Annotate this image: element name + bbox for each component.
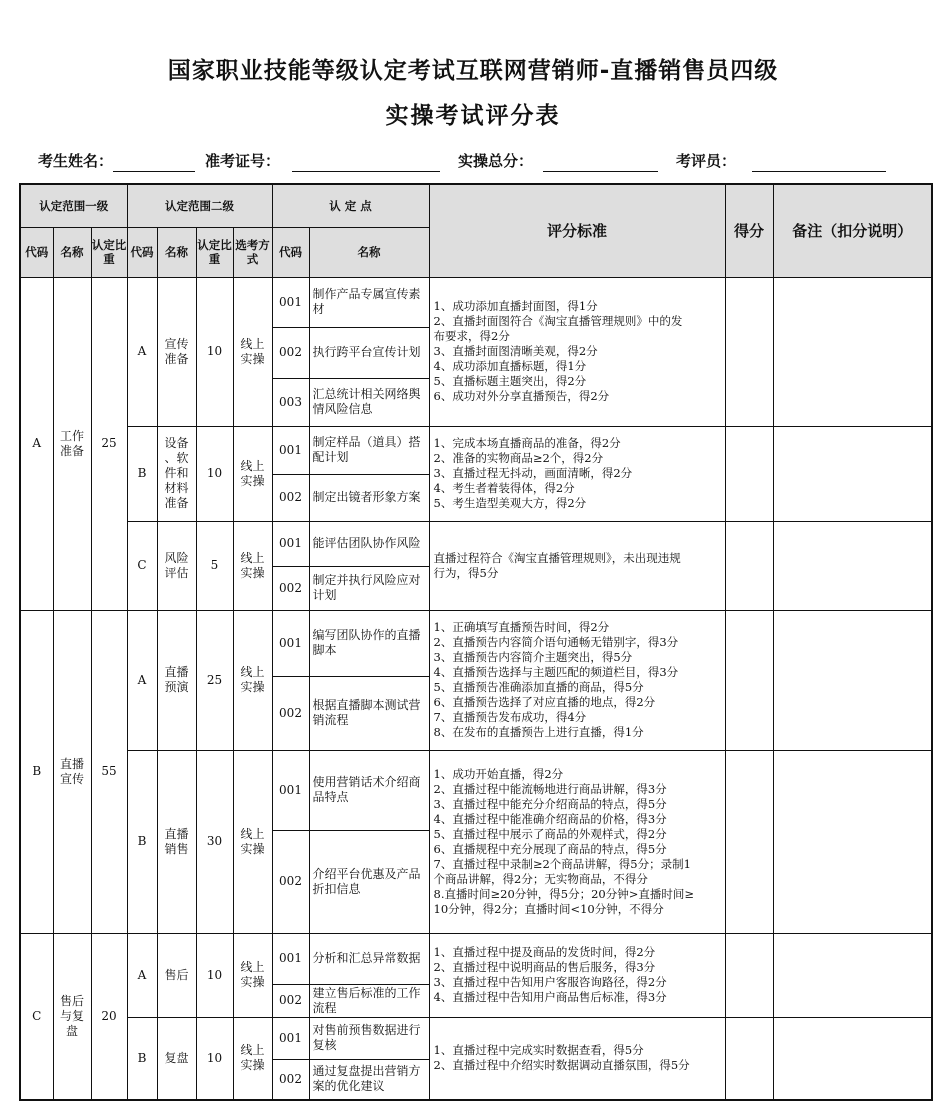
point-name: 根据直播脚本测试营销流程 (309, 676, 429, 750)
criteria-line: 1、正确填写直播预告时间，得2分 (433, 620, 610, 634)
criteria-line: 1、成功开始直播，得2分 (433, 766, 564, 781)
level1-weight: 25 (91, 277, 127, 610)
level2-method (233, 610, 272, 750)
point-name: 制定出镜者形象方案 (309, 474, 429, 521)
point-name: 通过复盘提出营销方案的优化建议 (309, 1059, 429, 1100)
point-name: 使用营销话术介绍商品特点 (309, 750, 429, 830)
examiner-label: 考评员： (676, 152, 737, 170)
criteria-line: 2、直播过程中介绍实时数据调动直播氛围，得5分 (433, 1058, 690, 1073)
criteria-line: 1、直播过程中提及商品的发货时间，得2分 (433, 945, 656, 959)
header-l2-code: 代码 (127, 227, 157, 277)
point-code: 001 (272, 277, 309, 327)
criteria-line: 4、直播过程中能准确介绍商品的价格，得3分 (433, 811, 667, 826)
level1-name (53, 610, 91, 933)
level2-code: C (127, 521, 157, 610)
point-code: 002 (272, 830, 309, 933)
method-text: 线上 实操 (240, 336, 265, 366)
level2-weight: 30 (196, 750, 233, 933)
header-l2-name: 名称 (157, 227, 196, 277)
point-code: 001 (272, 426, 309, 474)
cell-text: 直播 销售 (164, 826, 189, 856)
criteria-line: 4、成功添加直播标题，得1分 (433, 359, 587, 373)
cell-text: 直播 预演 (164, 665, 189, 694)
point-name: 分析和汇总异常数据 (309, 933, 429, 984)
level1-name (53, 933, 91, 1100)
criteria-line: 5、直播预告准确添加直播的商品，得5分 (433, 680, 644, 694)
criteria-line: 3、直播过程无抖动，画面清晰，得2分 (433, 466, 633, 480)
cell-text: 风险 评估 (164, 550, 189, 580)
level1-code: B (20, 610, 53, 933)
scoring-criteria (429, 277, 725, 426)
header-point-name: 名称 (309, 227, 429, 277)
level2-code: B (127, 1017, 157, 1100)
point-name: 能评估团队协作风险 (309, 521, 429, 566)
level1-name (53, 277, 91, 610)
level2-weight: 10 (196, 1017, 233, 1100)
criteria-line: 5、直播标题主题突出，得2分 (433, 374, 587, 388)
scoring-table (19, 183, 933, 1101)
point-code: 002 (272, 566, 309, 610)
method-text: 线上 实操 (240, 665, 265, 694)
table-row (20, 933, 932, 984)
criteria-line: 个商品讲解，得2分；无实物商品，不得分 (433, 871, 648, 886)
score-cell[interactable] (725, 426, 773, 521)
point-code: 001 (272, 933, 309, 984)
remarks-cell[interactable] (773, 933, 932, 1017)
criteria-line: 2、直播过程中说明商品的售后服务，得3分 (433, 960, 656, 974)
criteria-line: 6、直播预告选择了对应直播的地点，得2分 (433, 695, 656, 709)
criteria-line: 10分钟，得2分；直播时间<10分钟，不得分 (433, 901, 664, 916)
level2-method (233, 1017, 272, 1100)
point-name: 制作产品专属宣传素材 (309, 277, 429, 327)
table-row (20, 521, 932, 566)
point-code: 002 (272, 327, 309, 378)
level2-code: B (127, 426, 157, 521)
criteria-line: 1、完成本场直播商品的准备，得2分 (433, 436, 621, 450)
level2-name: 售后 (157, 933, 196, 1017)
level2-method (233, 933, 272, 1017)
table-row (20, 277, 932, 327)
criteria-line: 布要求，得2分 (433, 329, 510, 343)
criteria-line: 2、准备的实物商品≥2个，得2分 (433, 451, 604, 465)
point-name: 汇总统计相关网络舆情风险信息 (309, 378, 429, 426)
score-cell[interactable] (725, 750, 773, 933)
cell-text: 设备 、软 件和 材料 准备 (164, 436, 189, 510)
candidate-name-field[interactable] (113, 170, 195, 172)
level2-method (233, 426, 272, 521)
criteria-line: 3、直播封面图清晰美观，得2分 (433, 344, 598, 358)
criteria-line: 2、直播过程中能流畅地进行商品讲解，得3分 (433, 781, 667, 796)
criteria-line: 6、直播规程中充分展现了商品的特点，得5分 (433, 841, 667, 856)
level1-weight: 20 (91, 933, 127, 1100)
method-text: 线上 实操 (240, 458, 265, 488)
remarks-cell[interactable] (773, 1017, 932, 1100)
cell-text: 售后 与复 盘 (59, 993, 84, 1038)
point-code: 002 (272, 676, 309, 750)
point-name: 执行跨平台宣传计划 (309, 327, 429, 378)
criteria-line: 行为，得5分 (433, 565, 499, 580)
criteria-line: 4、直播预告选择与主题匹配的频道栏目，得3分 (433, 665, 679, 679)
remarks-cell[interactable] (773, 277, 932, 426)
cell-text: 工作 准备 (59, 428, 84, 458)
header-level1: 认定范围一级 (20, 184, 127, 227)
level2-weight: 10 (196, 426, 233, 521)
cell-text: 直播 宣传 (59, 756, 84, 786)
header-criteria: 评分标准 (429, 184, 725, 277)
level2-name (157, 426, 196, 521)
criteria-line: 8、在发布的直播预告上进行直播，得1分 (433, 725, 644, 739)
method-text: 线上 实操 (240, 960, 265, 989)
table-row (20, 426, 932, 474)
level1-weight: 55 (91, 610, 127, 933)
criteria-line: 5、考生造型美观大方，得2分 (433, 496, 587, 510)
point-code: 001 (272, 750, 309, 830)
level2-weight: 5 (196, 521, 233, 610)
table-row (20, 750, 932, 830)
exam-id-field[interactable] (292, 170, 440, 172)
point-name: 对售前预售数据进行复核 (309, 1017, 429, 1059)
point-name: 介绍平台优惠及产品折扣信息 (309, 830, 429, 933)
method-text: 线上 实操 (240, 826, 265, 856)
criteria-line: 6、成功对外分享直播预告，得2分 (433, 389, 610, 403)
point-code: 003 (272, 378, 309, 426)
point-name: 制定样品（道具）搭配计划 (309, 426, 429, 474)
examiner-field[interactable] (752, 170, 886, 172)
scoring-criteria (429, 750, 725, 933)
criteria-line: 3、直播过程中能充分介绍商品的特点，得5分 (433, 796, 667, 811)
score-cell[interactable] (725, 521, 773, 610)
header-l1-name: 名称 (53, 227, 91, 277)
point-code: 002 (272, 1059, 309, 1100)
total-score-field[interactable] (543, 170, 658, 172)
score-cell[interactable] (725, 610, 773, 750)
criteria-line: 1、直播过程中完成实时数据查看，得5分 (433, 1043, 644, 1058)
header-point: 认 定 点 (272, 184, 429, 227)
point-code: 002 (272, 984, 309, 1017)
scoring-criteria (429, 933, 725, 1017)
remarks-cell[interactable] (773, 426, 932, 521)
level2-code: A (127, 277, 157, 426)
criteria-line: 3、直播过程中告知用户客服咨询路径，得2分 (433, 975, 667, 989)
table-row (20, 610, 932, 676)
total-score-label: 实操总分： (458, 152, 534, 170)
header-l2-method: 选考方式 (233, 227, 272, 277)
level2-weight: 10 (196, 933, 233, 1017)
header-l1-weight: 认定比重 (91, 227, 127, 277)
level2-code: B (127, 750, 157, 933)
point-code: 001 (272, 1017, 309, 1059)
criteria-line: 4、考生者着装得体，得2分 (433, 481, 575, 495)
point-code: 002 (272, 474, 309, 521)
header-l1-code: 代码 (20, 227, 53, 277)
point-name: 编写团队协作的直播脚本 (309, 610, 429, 676)
criteria-line: 1、成功添加直播封面图，得1分 (433, 299, 598, 313)
level2-method (233, 521, 272, 610)
header-score: 得分 (725, 184, 773, 277)
exam-id-label: 准考证号： (205, 152, 281, 170)
level2-name (157, 750, 196, 933)
level2-name (157, 521, 196, 610)
level2-weight: 25 (196, 610, 233, 750)
score-cell[interactable] (725, 277, 773, 426)
level2-weight: 10 (196, 277, 233, 426)
level2-name: 复盘 (157, 1017, 196, 1100)
level2-name (157, 610, 196, 750)
method-text: 线上 实操 (240, 550, 265, 580)
level2-code: A (127, 933, 157, 1017)
scoring-criteria (429, 610, 725, 750)
level2-code: A (127, 610, 157, 750)
header-level2: 认定范围二级 (127, 184, 272, 227)
criteria-line: 8.直播时间≥20分钟，得5分；20分钟>直播时间≥ (433, 886, 694, 901)
level1-code: C (20, 933, 53, 1100)
criteria-line: 3、直播预告内容简介主题突出，得5分 (433, 650, 633, 664)
score-cell[interactable] (725, 1017, 773, 1100)
remarks-cell[interactable] (773, 521, 932, 610)
scoring-criteria (429, 521, 725, 610)
document-title: 国家职业技能等级认定考试互联网营销师-直播销售员四级 (167, 58, 779, 84)
scoring-criteria (429, 1017, 725, 1100)
point-name: 制定并执行风险应对计划 (309, 566, 429, 610)
criteria-line: 2、直播封面图符合《淘宝直播管理规则》中的发 (433, 314, 683, 328)
header-remarks: 备注（扣分说明） (773, 184, 932, 277)
table-row (20, 1017, 932, 1059)
point-name: 建立售后标准的工作流程 (309, 984, 429, 1017)
document-subtitle: 实操考试评分表 (385, 103, 561, 129)
level2-name (157, 277, 196, 426)
criteria-line: 直播过程符合《淘宝直播管理规则》，未出现违规 (433, 550, 681, 565)
method-text: 线上 实操 (240, 1043, 265, 1073)
score-cell[interactable] (725, 933, 773, 1017)
point-code: 001 (272, 521, 309, 566)
header-l2-weight: 认定比重 (196, 227, 233, 277)
level1-code: A (20, 277, 53, 610)
criteria-line: 7、直播预告发布成功，得4分 (433, 710, 587, 724)
criteria-line: 5、直播过程中展示了商品的外观样式，得2分 (433, 826, 667, 841)
remarks-cell[interactable] (773, 750, 932, 933)
criteria-line: 4、直播过程中告知用户商品售后标准，得3分 (433, 990, 667, 1004)
level2-method (233, 750, 272, 933)
level2-method (233, 277, 272, 426)
criteria-line: 7、直播过程中录制≥2个商品讲解，得5分；录制1 (433, 856, 691, 871)
criteria-line: 2、直播预告内容简介语句通畅无错别字，得3分 (433, 635, 679, 649)
header-point-code: 代码 (272, 227, 309, 277)
cell-text: 宣传 准备 (164, 336, 189, 366)
point-code: 001 (272, 610, 309, 676)
scoring-criteria (429, 426, 725, 521)
candidate-name-label: 考生姓名： (38, 152, 114, 170)
remarks-cell[interactable] (773, 610, 932, 750)
